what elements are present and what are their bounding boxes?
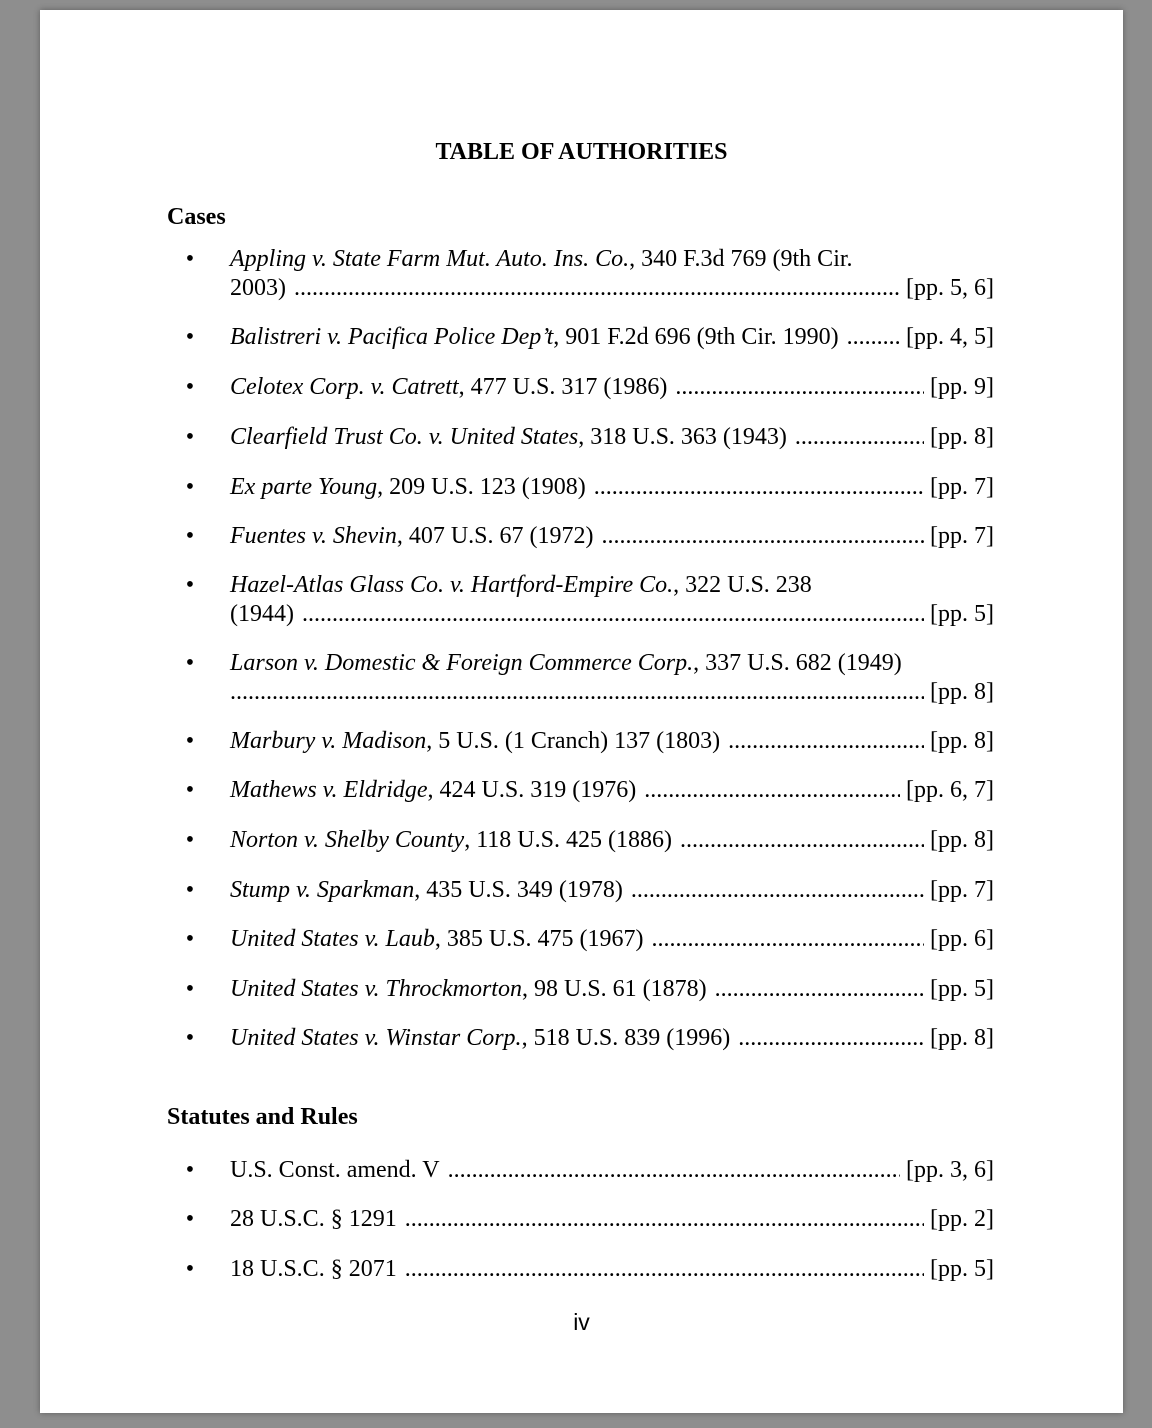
case-name: Mathews v. Eldridge (230, 777, 428, 803)
case-name: Balistreri v. Pacifica Police Dep’t (230, 324, 554, 350)
bullet-icon: • (185, 777, 195, 803)
document-page (40, 10, 1123, 1413)
case-citation: , 322 U.S. 238 (673, 572, 812, 598)
bullet-icon: • (185, 926, 195, 952)
dot-leader (728, 727, 924, 756)
section-heading-cases: Cases (167, 204, 226, 230)
dot-leader (594, 473, 924, 502)
case-name: Norton v. Shelby County (230, 827, 465, 853)
case-citation: , 118 U.S. 425 (1886) (464, 827, 672, 853)
bullet-icon: • (185, 1025, 195, 1051)
case-citation: , 407 U.S. 67 (1972) (396, 523, 594, 549)
page-reference: [pp. 7] (930, 474, 994, 500)
case-citation: , 424 U.S. 319 (1976) (427, 777, 637, 803)
dot-leader (644, 776, 900, 805)
case-name: United States v. Laub (230, 926, 435, 952)
case-citation: , 435 U.S. 349 (1978) (414, 877, 623, 903)
bullet-icon: • (185, 1157, 195, 1183)
case-name: Clearfield Trust Co. v. United States (230, 424, 579, 450)
dot-leader (631, 876, 924, 905)
dot-leader (405, 1205, 924, 1234)
case-name: Hazel-Atlas Glass Co. v. Hartford-Empire Co. (230, 572, 674, 598)
case-citation: , 337 U.S. 682 (1949) (693, 650, 902, 676)
case-citation: , 98 U.S. 61 (1878) (521, 976, 707, 1002)
page-reference: [pp. 9] (930, 374, 994, 400)
dot-leader (448, 1156, 900, 1185)
page-reference: [pp. 5] (930, 976, 994, 1002)
case-citation: , 318 U.S. 363 (1943) (578, 424, 787, 450)
page-reference: [pp. 7] (930, 877, 994, 903)
statute-citation: 18 U.S.C. § 2071 (230, 1256, 397, 1282)
bullet-icon: • (185, 728, 195, 754)
bullet-icon: • (185, 650, 195, 676)
bullet-icon: • (185, 474, 195, 500)
page-reference: [pp. 8] (930, 424, 994, 450)
page-reference: [pp. 5, 6] (906, 275, 994, 301)
case-citation-cont: 2003) (230, 275, 286, 301)
page-reference: [pp. 8] (930, 827, 994, 853)
case-name: Ex parte Young (230, 474, 378, 500)
bullet-icon: • (185, 1206, 195, 1232)
bullet-icon: • (185, 877, 195, 903)
page-reference: [pp. 2] (930, 1206, 994, 1232)
case-name: United States v. Throckmorton (230, 976, 522, 1002)
case-citation: , 340 F.3d 769 (9th Cir. (629, 246, 853, 272)
page-reference: [pp. 6, 7] (906, 777, 994, 803)
statute-citation: 28 U.S.C. § 1291 (230, 1206, 397, 1232)
page-reference: [pp. 6] (930, 926, 994, 952)
dot-leader (738, 1024, 924, 1053)
case-citation: , 477 U.S. 317 (1986) (458, 374, 668, 400)
case-citation: , 385 U.S. 475 (1967) (434, 926, 644, 952)
case-name: Celotex Corp. v. Catrett (230, 374, 459, 400)
page-reference: [pp. 8] (930, 1025, 994, 1051)
dot-leader (302, 600, 924, 629)
page-reference: [pp. 3, 6] (906, 1157, 994, 1183)
page-reference: [pp. 8] (930, 679, 994, 705)
case-citation: , 209 U.S. 123 (1908) (377, 474, 586, 500)
document-title: TABLE OF AUTHORITIES (435, 139, 728, 165)
page-reference: [pp. 7] (930, 523, 994, 549)
bullet-icon: • (185, 374, 195, 400)
dot-leader (795, 423, 924, 452)
bullet-icon: • (185, 246, 195, 272)
case-name: Fuentes v. Shevin (230, 523, 397, 549)
dot-leader (652, 925, 924, 954)
case-citation: , 5 U.S. (1 Cranch) 137 (1803) (426, 728, 721, 754)
bullet-icon: • (185, 827, 195, 853)
dot-leader (847, 323, 900, 352)
page-number: iv (573, 1309, 590, 1335)
case-name: Larson v. Domestic & Foreign Commerce Corp. (230, 650, 694, 676)
page-reference: [pp. 5] (930, 601, 994, 627)
bullet-icon: • (185, 424, 195, 450)
case-citation: , 518 U.S. 839 (1996) (521, 1025, 731, 1051)
page-reference: [pp. 4, 5] (906, 324, 994, 350)
case-name: Stump v. Sparkman (230, 877, 415, 903)
dot-leader (675, 373, 924, 402)
dot-leader (680, 826, 924, 855)
dot-leader (405, 1255, 924, 1284)
bullet-icon: • (185, 523, 195, 549)
bullet-icon: • (185, 976, 195, 1002)
statute-citation: U.S. Const. amend. V (230, 1157, 440, 1183)
case-name: Marbury v. Madison (230, 728, 427, 754)
dot-leader (230, 678, 924, 707)
case-name: Appling v. State Farm Mut. Auto. Ins. Co. (230, 246, 630, 272)
dot-leader (294, 274, 900, 303)
bullet-icon: • (185, 324, 195, 350)
bullet-icon: • (185, 1256, 195, 1282)
case-citation: , 901 F.2d 696 (9th Cir. 1990) (553, 324, 839, 350)
page-reference: [pp. 8] (930, 728, 994, 754)
section-heading-statutes: Statutes and Rules (167, 1104, 358, 1130)
case-citation-cont: (1944) (230, 601, 294, 627)
dot-leader (715, 975, 924, 1004)
page-reference: [pp. 5] (930, 1256, 994, 1282)
dot-leader (602, 522, 925, 551)
case-name: United States v. Winstar Corp. (230, 1025, 522, 1051)
bullet-icon: • (185, 572, 195, 598)
